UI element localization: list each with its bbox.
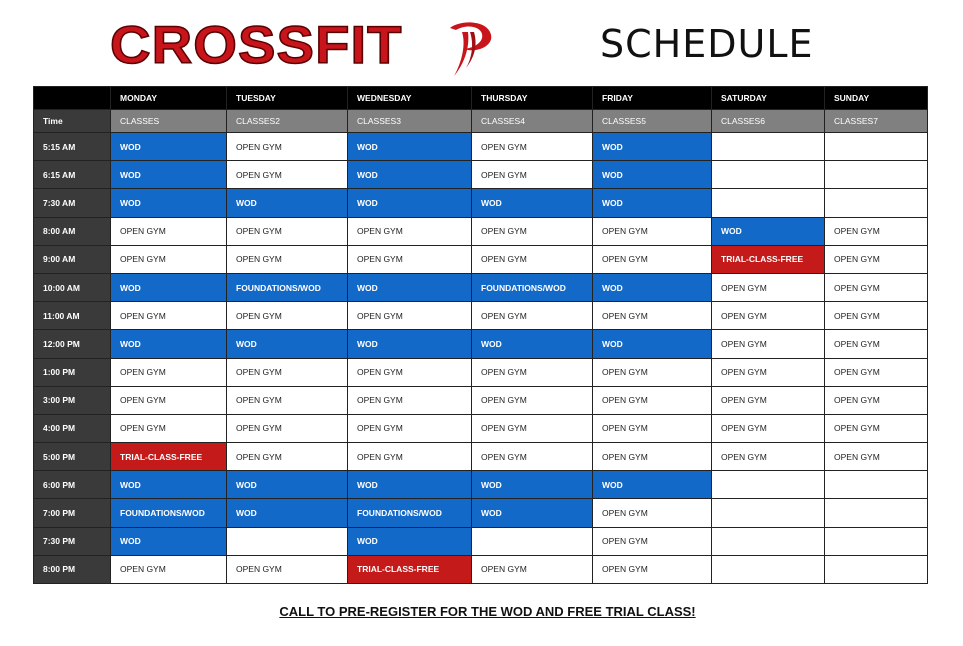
day-header: TUESDAY — [227, 87, 348, 110]
class-cell-open-gym: OPEN GYM — [472, 245, 593, 273]
time-cell: 5:15 AM — [34, 133, 111, 161]
class-cell-open-gym: OPEN GYM — [825, 414, 928, 442]
class-cell-open-gym: OPEN GYM — [825, 443, 928, 471]
schedule-row — [34, 330, 928, 358]
schedule-row — [34, 189, 928, 217]
class-cell-open-gym: OPEN GYM — [472, 302, 593, 330]
class-cell-wod: WOD — [472, 499, 593, 527]
time-column-header: Time — [34, 110, 111, 133]
schedule-row — [34, 414, 928, 442]
empty-cell — [825, 133, 928, 161]
time-cell: 12:00 PM — [34, 330, 111, 358]
brand-title: CROSSFIT — [110, 16, 403, 75]
schedule-row — [34, 217, 928, 245]
day-header: WEDNESDAY — [348, 87, 472, 110]
classes-header: CLASSES3 — [348, 110, 472, 133]
class-cell-wod: WOD — [111, 527, 227, 555]
class-cell-open-gym: OPEN GYM — [348, 302, 472, 330]
classes-header: CLASSES5 — [593, 110, 712, 133]
class-cell-open-gym: OPEN GYM — [593, 527, 712, 555]
class-cell-open-gym: OPEN GYM — [472, 217, 593, 245]
class-cell-open-gym: OPEN GYM — [593, 386, 712, 414]
p-swirl-logo-icon — [440, 18, 496, 80]
class-cell-open-gym: OPEN GYM — [593, 555, 712, 583]
class-cell-wod: WOD — [348, 161, 472, 189]
class-cell-trial: TRIAL-CLASS-FREE — [111, 443, 227, 471]
class-cell-open-gym: OPEN GYM — [825, 358, 928, 386]
time-cell: 8:00 PM — [34, 555, 111, 583]
schedule-row — [34, 555, 928, 583]
footer-cta: CALL TO PRE-REGISTER FOR THE WOD AND FREE TRIAL CLASS! — [279, 604, 696, 619]
class-cell-open-gym: OPEN GYM — [227, 245, 348, 273]
class-cell-open-gym: OPEN GYM — [227, 386, 348, 414]
class-cell-open-gym: OPEN GYM — [111, 245, 227, 273]
class-cell-open-gym: OPEN GYM — [472, 386, 593, 414]
time-cell: 11:00 AM — [34, 302, 111, 330]
class-cell-open-gym: OPEN GYM — [712, 414, 825, 442]
class-cell-open-gym: OPEN GYM — [227, 358, 348, 386]
schedule-row — [34, 302, 928, 330]
empty-cell — [825, 527, 928, 555]
schedule-table — [33, 86, 928, 584]
empty-cell — [712, 499, 825, 527]
time-cell: 4:00 PM — [34, 414, 111, 442]
class-cell-wod: FOUNDATIONS/WOD — [348, 499, 472, 527]
class-cell-wod: WOD — [111, 471, 227, 499]
class-cell-open-gym: OPEN GYM — [712, 273, 825, 301]
class-cell-open-gym: OPEN GYM — [227, 555, 348, 583]
classes-header: CLASSES7 — [825, 110, 928, 133]
class-cell-open-gym: OPEN GYM — [593, 302, 712, 330]
class-cell-wod: WOD — [472, 330, 593, 358]
class-cell-wod: WOD — [348, 330, 472, 358]
class-cell-open-gym: OPEN GYM — [593, 443, 712, 471]
day-header: SUNDAY — [825, 87, 928, 110]
classes-header-row — [34, 110, 928, 133]
class-cell-open-gym: OPEN GYM — [825, 273, 928, 301]
schedule-row — [34, 443, 928, 471]
schedule-row — [34, 499, 928, 527]
class-cell-wod: WOD — [348, 471, 472, 499]
class-cell-wod: WOD — [227, 189, 348, 217]
day-header-row — [34, 87, 928, 110]
empty-cell — [712, 471, 825, 499]
class-cell-open-gym: OPEN GYM — [348, 386, 472, 414]
class-cell-open-gym: OPEN GYM — [472, 161, 593, 189]
class-cell-open-gym: OPEN GYM — [712, 302, 825, 330]
class-cell-wod: WOD — [593, 133, 712, 161]
empty-cell — [825, 499, 928, 527]
class-cell-wod: WOD — [593, 330, 712, 358]
time-cell: 3:00 PM — [34, 386, 111, 414]
empty-cell — [825, 555, 928, 583]
class-cell-wod: WOD — [593, 471, 712, 499]
class-cell-open-gym: OPEN GYM — [227, 133, 348, 161]
class-cell-open-gym: OPEN GYM — [111, 386, 227, 414]
day-header: FRIDAY — [593, 87, 712, 110]
time-cell: 7:30 PM — [34, 527, 111, 555]
class-cell-open-gym: OPEN GYM — [825, 302, 928, 330]
schedule-row — [34, 161, 928, 189]
empty-cell — [825, 471, 928, 499]
class-cell-open-gym: OPEN GYM — [111, 555, 227, 583]
time-cell: 8:00 AM — [34, 217, 111, 245]
class-cell-open-gym: OPEN GYM — [348, 414, 472, 442]
class-cell-open-gym: OPEN GYM — [111, 414, 227, 442]
schedule-row — [34, 273, 928, 301]
class-cell-open-gym: OPEN GYM — [111, 358, 227, 386]
class-cell-open-gym: OPEN GYM — [227, 217, 348, 245]
class-cell-trial: TRIAL-CLASS-FREE — [348, 555, 472, 583]
empty-cell — [712, 189, 825, 217]
time-cell: 10:00 AM — [34, 273, 111, 301]
class-cell-open-gym: OPEN GYM — [111, 217, 227, 245]
time-cell: 7:00 PM — [34, 499, 111, 527]
time-cell: 7:30 AM — [34, 189, 111, 217]
class-cell-open-gym: OPEN GYM — [472, 555, 593, 583]
time-cell: 1:00 PM — [34, 358, 111, 386]
class-cell-wod: WOD — [593, 161, 712, 189]
class-cell-open-gym: OPEN GYM — [472, 358, 593, 386]
day-header: THURSDAY — [472, 87, 593, 110]
class-cell-wod: WOD — [111, 189, 227, 217]
class-cell-wod: FOUNDATIONS/WOD — [472, 273, 593, 301]
class-cell-wod: WOD — [227, 471, 348, 499]
class-cell-open-gym: OPEN GYM — [472, 443, 593, 471]
day-header: MONDAY — [111, 87, 227, 110]
class-cell-wod: WOD — [472, 189, 593, 217]
empty-cell — [825, 189, 928, 217]
time-cell: 6:15 AM — [34, 161, 111, 189]
class-cell-open-gym: OPEN GYM — [825, 245, 928, 273]
class-cell-wod: FOUNDATIONS/WOD — [227, 273, 348, 301]
header-corner — [34, 87, 111, 110]
empty-cell — [825, 161, 928, 189]
class-cell-wod: WOD — [712, 217, 825, 245]
schedule-row — [34, 527, 928, 555]
class-cell-open-gym: OPEN GYM — [712, 358, 825, 386]
class-cell-open-gym: OPEN GYM — [825, 330, 928, 358]
classes-header: CLASSES2 — [227, 110, 348, 133]
class-cell-wod: WOD — [348, 133, 472, 161]
time-cell: 9:00 AM — [34, 245, 111, 273]
class-cell-wod: WOD — [111, 161, 227, 189]
class-cell-wod: WOD — [111, 330, 227, 358]
class-cell-open-gym: OPEN GYM — [593, 217, 712, 245]
schedule-row — [34, 471, 928, 499]
class-cell-wod: WOD — [111, 273, 227, 301]
class-cell-open-gym: OPEN GYM — [712, 330, 825, 358]
class-cell-open-gym: OPEN GYM — [348, 358, 472, 386]
empty-cell — [227, 527, 348, 555]
class-cell-open-gym: OPEN GYM — [348, 217, 472, 245]
class-cell-open-gym: OPEN GYM — [227, 414, 348, 442]
schedule-row — [34, 133, 928, 161]
time-cell: 6:00 PM — [34, 471, 111, 499]
classes-header: CLASSES — [111, 110, 227, 133]
day-header: SATURDAY — [712, 87, 825, 110]
class-cell-wod: FOUNDATIONS/WOD — [111, 499, 227, 527]
class-cell-open-gym: OPEN GYM — [593, 414, 712, 442]
class-cell-wod: WOD — [227, 330, 348, 358]
empty-cell — [712, 161, 825, 189]
class-cell-open-gym: OPEN GYM — [227, 302, 348, 330]
class-cell-open-gym: OPEN GYM — [348, 443, 472, 471]
class-cell-open-gym: OPEN GYM — [593, 245, 712, 273]
class-cell-wod: WOD — [472, 471, 593, 499]
class-cell-wod: WOD — [348, 273, 472, 301]
class-cell-open-gym: OPEN GYM — [227, 161, 348, 189]
empty-cell — [472, 527, 593, 555]
class-cell-open-gym: OPEN GYM — [227, 443, 348, 471]
class-cell-wod: WOD — [593, 273, 712, 301]
class-cell-open-gym: OPEN GYM — [111, 302, 227, 330]
class-cell-open-gym: OPEN GYM — [712, 386, 825, 414]
class-cell-wod: WOD — [593, 189, 712, 217]
class-cell-wod: WOD — [111, 133, 227, 161]
class-cell-open-gym: OPEN GYM — [472, 414, 593, 442]
class-cell-trial: TRIAL-CLASS-FREE — [712, 245, 825, 273]
empty-cell — [712, 555, 825, 583]
empty-cell — [712, 527, 825, 555]
class-cell-open-gym: OPEN GYM — [593, 499, 712, 527]
class-cell-open-gym: OPEN GYM — [348, 245, 472, 273]
class-cell-wod: WOD — [348, 527, 472, 555]
schedule-row — [34, 386, 928, 414]
empty-cell — [712, 133, 825, 161]
classes-header: CLASSES4 — [472, 110, 593, 133]
class-cell-open-gym: OPEN GYM — [712, 443, 825, 471]
class-cell-open-gym: OPEN GYM — [825, 217, 928, 245]
classes-header: CLASSES6 — [712, 110, 825, 133]
schedule-row — [34, 245, 928, 273]
class-cell-wod: WOD — [227, 499, 348, 527]
time-cell: 5:00 PM — [34, 443, 111, 471]
schedule-title: SCHEDULE — [600, 22, 814, 66]
schedule-row — [34, 358, 928, 386]
class-cell-open-gym: OPEN GYM — [472, 133, 593, 161]
class-cell-open-gym: OPEN GYM — [825, 386, 928, 414]
class-cell-open-gym: OPEN GYM — [593, 358, 712, 386]
class-cell-wod: WOD — [348, 189, 472, 217]
